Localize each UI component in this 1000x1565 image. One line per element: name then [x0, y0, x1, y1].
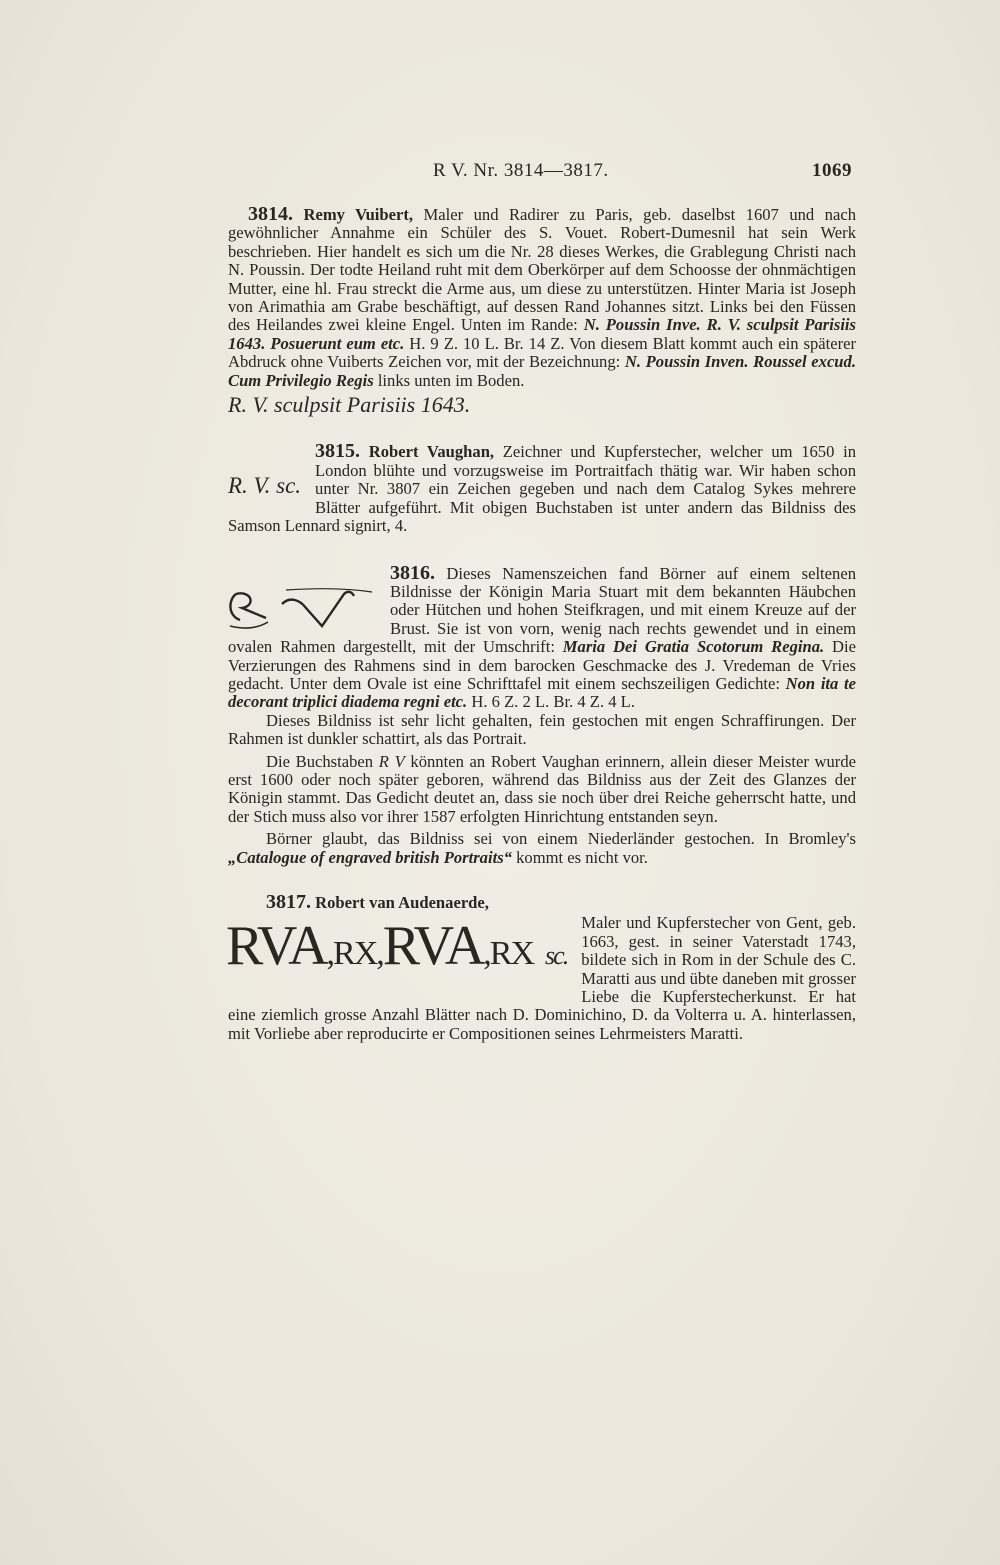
- artist-name: Remy Vuibert,: [303, 205, 414, 224]
- entry-3814-text: 3814. Remy Vuibert, Maler und Radirer zu Paris, geb. daselbst 1607 und nach gewöhnlicher Annahme ein Schüler des S. Vouet. Robert-Dumesnil hat sein Werk beschrieben. Hier handelt es sich um die Nr. 28 dieses Werkes, die Grablegung Christi nach N. Poussin. Der todte Heiland ruht mit dem Oberkörper auf dem Schoosse der ohnmächtigen Mutter, eine hl. Frau streckt die Arme aus, um diese zu unterstützen. Hinter Maria ist Joseph von Arimathia am Grabe beschäftigt, auf dessen Rand Johannes sitzt. Links bei den Füssen des Heilandes zwei kleine Engel. Unten im Rande: N. Poussin Inve. R. V. sculpsit Parisiis 1643. Posuerunt eum etc. H. 9 Z. 10 L. Br. 14 Z. Von diesem Blatt kommt auch ein späterer Abdruck ohne Vuiberts Zeichen vor, mit der Bezeichnung: N. Poussin Inven. Roussel excud. Cum Privilegio Regis links unten im Boden.: [228, 203, 857, 390]
- running-title: R V. Nr. 3814—3817.: [433, 160, 609, 181]
- entry-3816-paragraph-2: Dieses Bildniss ist sehr licht gehalten, fein gestochen mit engen Schraffirungen. Der Rahmen ist dunkler schattirt, als das Portrait.: [228, 710, 856, 749]
- monogram-rv-illustration: [226, 586, 376, 632]
- page-header: [228, 160, 852, 190]
- entry-3816-paragraph-4: Börner glaubt, das Bildniss sei von einem Niederländer gestochen. In Bromley's „Catalogue of engraved british Portraits“ kommt es nicht vor.: [228, 829, 856, 867]
- entry-3815: [228, 442, 856, 535]
- monogram-rva-marks: [226, 916, 567, 986]
- entry-3816-paragraph-3: Die Buchstaben R V könnten an Robert Vaughan erinnern, allein dieser Meister wurde erst 1600 oder noch später geboren, während das Bildniss aus der Zeit des Glanzes der Königin stammt. Das Gedicht deutet an, dass sie noch über drei Reiche geherrscht hatte, und der Stich muss also vor ihrer 1587 erfolgten Hinrichtung entstanden seyn.: [228, 751, 856, 826]
- entry-number: 3814.: [248, 203, 293, 225]
- entry-3814: [228, 203, 857, 418]
- monogram-rv-drawing: [226, 586, 376, 632]
- entry-number: 3815.: [315, 440, 361, 463]
- artist-name: Robert van Audenaerde,: [315, 893, 489, 912]
- page-body: [228, 205, 856, 1067]
- entry-3817: [228, 893, 856, 1043]
- artist-name: Robert Vaughan,: [368, 442, 495, 462]
- entry-3817-text: Maler und Kupferstecher von Gent, geb. 1663, gest. in seiner Vaterstadt 1743, bildete sich in Rom in der Schule des C. Maratti aus und übte daneben mit grosser Liebe die Kupferstecherkunst. Er hat eine ziemlich grosse Anzahl Blätter nach D. Dominichino, D. da Volterra u. A. hinterlassen, mit Vorliebe aber reproducirte er Compositionen seines Lehrmeisters Maratti.: [228, 913, 856, 1043]
- entry-3816-text: 3816. Dieses Namenszeichen fand Börner auf einem seltenen Bildnisse der Königin Maria Stuart mit dem bekannten Häubchen oder Hütchen und hohen Steifkragen, und mit einem Kreuze auf der Brust. Sie ist von vorn, wenig nach rechts gewendet und in einem ovalen Rahmen dargestellt, mit der Umschrift: Maria Dei Gratia Scotorum Regina. Die Verzierungen des Rahmens sind in dem barocken Geschmacke des J. Vredeman de Vries gedacht. Unter dem Ovale ist eine Schrifttafel mit einem sechszeiligen Gedichte: Non ita te decorant triplici diadema regni etc. H. 6 Z. 2 L. Br. 4 Z. 4 L.: [228, 561, 857, 712]
- monogram-rva-text: RVA,RX,RVA,RX sc.: [226, 915, 568, 978]
- entry-3816: [228, 561, 857, 868]
- entry-3817-heading: [228, 893, 856, 912]
- entry-number: 3816.: [390, 561, 435, 584]
- entry-3815-text: 3815. Robert Vaughan, Zeichner und Kupferstecher, welcher um 1650 in London blühte und vorzugsweise im Portraitfach thätig war. Wir haben schon unter Nr. 3807 ein Zeichen gegeben und nach dem Catalog Sykes mehrere Blätter aufgeführt. Mit obigen Buchstaben ist unter andern das Bildniss des Samson Lennard signirt, 4.: [228, 440, 856, 536]
- page-number: 1069: [812, 160, 852, 181]
- entry-number: 3817.: [266, 891, 311, 913]
- signature-mark-vaughan: R. V. sc.: [228, 473, 302, 499]
- signature-mark-vuibert: R. V. sculpsit Parisiis 1643.: [228, 392, 471, 418]
